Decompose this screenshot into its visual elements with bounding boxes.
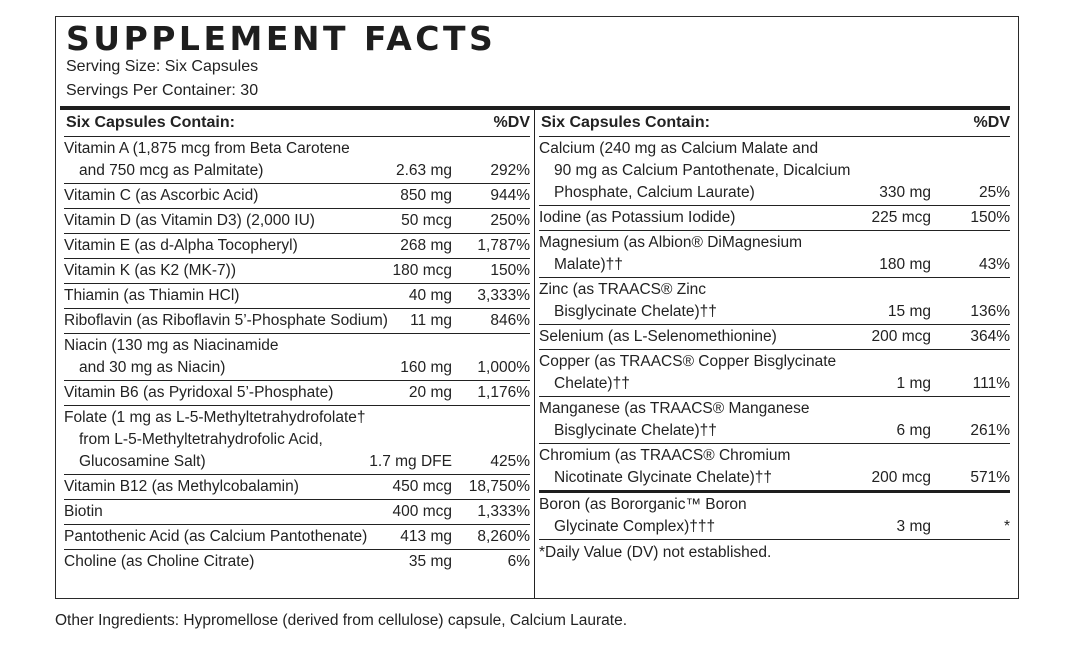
nutrient-daily-value: 136% — [970, 303, 1010, 320]
nutrient-name — [64, 381, 530, 405]
nutrient-name — [64, 406, 530, 474]
nutrient-name — [539, 397, 1010, 443]
left-header-dv: %DV — [493, 114, 530, 131]
nutrient-amount: 400 mcg — [392, 503, 452, 520]
nutrient-name-line: Vitamin B6 (as Pyridoxal 5’-Phosphate) — [64, 384, 334, 401]
supplement-facts-panel — [55, 16, 1019, 599]
nutrient-row — [539, 493, 1010, 540]
left-column-header — [64, 110, 530, 137]
nutrient-name-line: Choline (as Choline Citrate) — [64, 553, 255, 570]
nutrient-amount: 200 mcg — [871, 328, 931, 345]
nutrient-name — [64, 525, 530, 549]
nutrient-daily-value: 846% — [490, 312, 530, 329]
panel-title: SUPPLEMENT FACTS — [66, 19, 497, 58]
nutrient-name-line: Nicotinate Glycinate Chelate)†† — [554, 469, 772, 486]
nutrient-amount: 180 mcg — [392, 262, 452, 279]
nutrient-row — [64, 475, 530, 500]
nutrient-amount: 35 mg — [408, 553, 452, 570]
nutrient-name-line: Vitamin E (as d-Alpha Tocopheryl) — [64, 237, 298, 254]
nutrient-name — [539, 278, 1010, 324]
nutrient-daily-value: 1,000% — [477, 359, 530, 376]
nutrient-name-line: Vitamin C (as Ascorbic Acid) — [64, 187, 259, 204]
nutrient-amount: 1.7 mg DFE — [369, 453, 452, 470]
nutrient-name-line: Selenium (as L-Selenomethionine) — [539, 328, 777, 345]
nutrient-row — [539, 397, 1010, 444]
nutrient-row — [64, 334, 530, 381]
nutrient-row — [64, 309, 530, 334]
nutrient-daily-value: 25% — [978, 184, 1010, 201]
nutrient-amount: 2.63 mg — [395, 162, 452, 179]
nutrient-row — [64, 284, 530, 309]
nutrient-name-line: Glycinate Complex)††† — [554, 518, 716, 535]
nutrient-name — [64, 259, 530, 283]
right-column — [539, 110, 1010, 564]
nutrient-name-line: Thiamin (as Thiamin HCl) — [64, 287, 240, 304]
nutrient-name-line: Folate (1 mg as L-5-Methyltetrahydrofolate† — [64, 409, 366, 426]
left-column — [64, 110, 530, 574]
left-header-label: Six Capsules Contain: — [66, 114, 235, 131]
column-divider — [534, 110, 535, 598]
nutrient-daily-value: * — [1003, 518, 1010, 535]
nutrient-amount: 11 mg — [410, 312, 452, 329]
nutrient-name-line: Bisglycinate Chelate)†† — [554, 422, 717, 439]
nutrient-name-line: 90 mg as Calcium Pantothenate, Dicalcium — [554, 162, 851, 179]
nutrient-name — [64, 500, 530, 524]
nutrient-amount: 20 mg — [408, 384, 452, 401]
nutrient-name-line: Vitamin D (as Vitamin D3) (2,000 IU) — [64, 212, 315, 229]
nutrient-name — [539, 137, 1010, 205]
nutrient-amount: 40 mg — [408, 287, 452, 304]
nutrient-daily-value: 8,260% — [477, 528, 530, 545]
nutrient-row — [539, 325, 1010, 350]
nutrient-daily-value: 292% — [490, 162, 530, 179]
nutrient-daily-value: 1,333% — [477, 503, 530, 520]
nutrient-amount: 330 mg — [879, 184, 931, 201]
nutrient-row — [64, 234, 530, 259]
nutrient-amount: 180 mg — [879, 256, 931, 273]
nutrient-amount: 50 mcg — [401, 212, 452, 229]
nutrient-amount: 160 mg — [400, 359, 452, 376]
nutrient-name-line: Vitamin K (as K2 (MK-7)) — [64, 262, 236, 279]
nutrient-name-line: Niacin (130 mg as Niacinamide — [64, 337, 279, 354]
nutrient-daily-value: 425% — [490, 453, 530, 470]
nutrient-name — [64, 475, 530, 499]
nutrient-name — [64, 309, 530, 333]
right-header-dv: %DV — [973, 114, 1010, 131]
nutrient-name — [64, 234, 530, 258]
nutrient-amount: 6 mg — [896, 422, 931, 439]
nutrient-name — [64, 137, 530, 183]
nutrient-daily-value: 364% — [970, 328, 1010, 345]
nutrient-name — [539, 325, 1010, 349]
nutrient-name-line: Zinc (as TRAACS® Zinc — [539, 281, 707, 298]
nutrient-name-line: Calcium (240 mg as Calcium Malate and — [539, 140, 819, 157]
nutrient-amount: 225 mcg — [871, 209, 931, 226]
nutrient-name-line: Boron (as Bororganic™ Boron — [539, 496, 747, 513]
nutrient-name — [64, 334, 530, 380]
nutrient-daily-value: 250% — [490, 212, 530, 229]
right-column-header — [539, 110, 1010, 137]
nutrient-daily-value: 571% — [970, 469, 1010, 486]
nutrient-name-line: Biotin — [64, 503, 103, 520]
nutrient-row — [539, 206, 1010, 231]
nutrient-daily-value: 150% — [490, 262, 530, 279]
nutrient-name-line: from L-5-Methyltetrahydrofolic Acid, — [79, 431, 323, 448]
nutrient-name-line: Riboflavin (as Riboflavin 5’-Phosphate Sodium) — [64, 312, 388, 329]
nutrient-name-line: Chelate)†† — [554, 375, 630, 392]
nutrient-name — [539, 493, 1010, 539]
nutrient-row — [64, 209, 530, 234]
nutrient-row — [64, 184, 530, 209]
nutrient-name-line: Phosphate, Calcium Laurate) — [554, 184, 755, 201]
nutrient-daily-value: 150% — [970, 209, 1010, 226]
nutrient-name — [64, 184, 530, 208]
nutrient-row — [539, 350, 1010, 397]
nutrient-name-line: Bisglycinate Chelate)†† — [554, 303, 717, 320]
nutrient-daily-value: 1,176% — [477, 384, 530, 401]
dv-footnote: *Daily Value (DV) not established. — [539, 544, 772, 561]
nutrient-row — [539, 231, 1010, 278]
nutrient-daily-value: 944% — [490, 187, 530, 204]
nutrient-amount: 268 mg — [400, 237, 452, 254]
serving-size: Serving Size: Six Capsules — [66, 58, 259, 75]
nutrient-daily-value: 6% — [507, 553, 530, 570]
nutrient-daily-value: 18,750% — [468, 478, 530, 495]
right-header-label: Six Capsules Contain: — [541, 114, 710, 131]
nutrient-name-line: Iodine (as Potassium Iodide) — [539, 209, 736, 226]
nutrient-name — [539, 350, 1010, 396]
nutrient-amount: 413 mg — [400, 528, 452, 545]
nutrient-name — [539, 444, 1010, 490]
nutrient-daily-value: 43% — [978, 256, 1010, 273]
other-ingredients: Other Ingredients: Hypromellose (derived from cellulose) capsule, Calcium Laurate. — [55, 612, 628, 629]
nutrient-name-line: Copper (as TRAACS® Copper Bisglycinate — [539, 353, 837, 370]
nutrient-amount: 3 mg — [896, 518, 931, 535]
nutrient-name-line: Vitamin B12 (as Methylcobalamin) — [64, 478, 299, 495]
nutrient-row — [64, 259, 530, 284]
nutrient-row — [539, 444, 1010, 493]
servings-per-container: Servings Per Container: 30 — [66, 82, 259, 99]
nutrient-daily-value: 1,787% — [477, 237, 530, 254]
nutrient-row — [64, 137, 530, 184]
nutrient-daily-value: 111% — [972, 375, 1010, 392]
nutrient-amount: 450 mcg — [392, 478, 452, 495]
nutrient-row — [64, 550, 530, 574]
nutrient-amount: 850 mg — [400, 187, 452, 204]
nutrient-daily-value: 261% — [970, 422, 1010, 439]
nutrient-row — [64, 406, 530, 475]
nutrient-name — [539, 206, 1010, 230]
nutrient-name-line: and 30 mg as Niacin) — [79, 359, 226, 376]
nutrient-name-line: Glucosamine Salt) — [79, 453, 206, 470]
nutrient-name-line: Vitamin A (1,875 mcg from Beta Carotene — [64, 140, 350, 157]
nutrient-name — [64, 550, 530, 574]
nutrient-row — [64, 525, 530, 550]
nutrient-name-line: and 750 mcg as Palmitate) — [79, 162, 264, 179]
nutrient-name-line: Magnesium (as Albion® DiMagnesium — [539, 234, 802, 251]
nutrient-row — [539, 137, 1010, 206]
nutrient-amount: 15 mg — [887, 303, 931, 320]
nutrient-row — [64, 381, 530, 406]
nutrient-name — [64, 284, 530, 308]
nutrient-row — [64, 500, 530, 525]
nutrient-name-line: Pantothenic Acid (as Calcium Pantothenate) — [64, 528, 368, 545]
nutrient-name-line: Chromium (as TRAACS® Chromium — [539, 447, 791, 464]
nutrient-amount: 200 mcg — [871, 469, 931, 486]
nutrient-name — [64, 209, 530, 233]
nutrient-name-line: Malate)†† — [554, 256, 623, 273]
nutrient-row — [539, 278, 1010, 325]
nutrient-name — [539, 231, 1010, 277]
nutrient-amount: 1 mg — [896, 375, 931, 392]
nutrient-name-line: Manganese (as TRAACS® Manganese — [539, 400, 810, 417]
nutrient-daily-value: 3,333% — [477, 287, 530, 304]
